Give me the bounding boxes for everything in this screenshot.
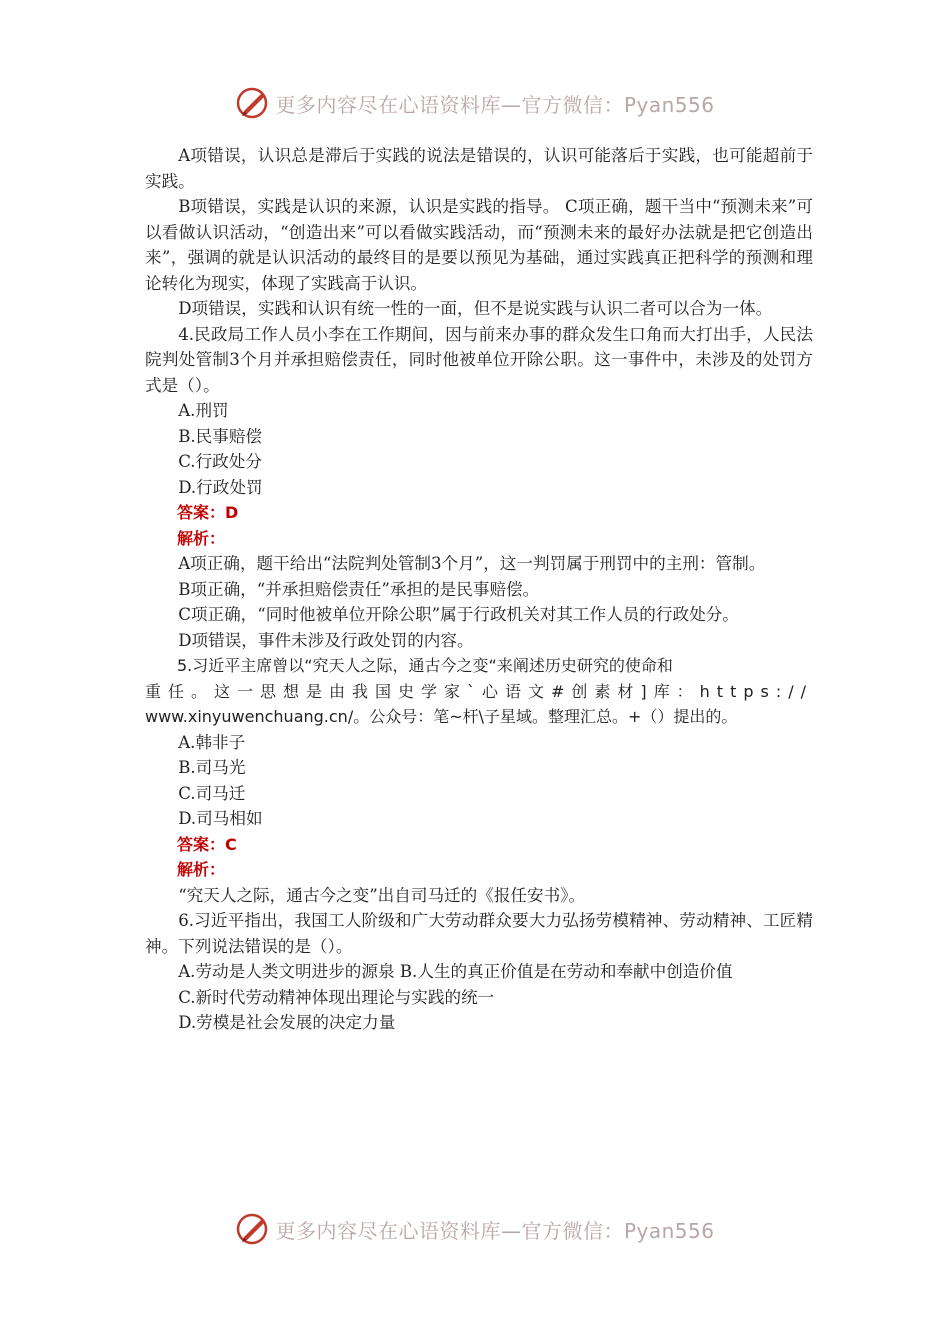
q5-option: D.司马相如 — [178, 809, 263, 828]
q5-analysis-item: “究天人之际，通古今之变”出自司马迁的《报任安书》。 — [178, 885, 586, 905]
banner-text: 更多内容尽在心语资料库—官方微信：Pyan556 — [275, 92, 715, 117]
header-banner — [0, 83, 950, 123]
q4-analysis-label: 解析： — [177, 528, 226, 548]
document-body — [145, 143, 813, 1036]
q6-stem: 6.习近平指出，我国工人阶级和广大劳动群众要大力弘扬劳模精神、劳动精神、工匠精神。下列说法错误的是（）。 — [145, 911, 813, 956]
q5-stem-line2: 重任。这一思想是由我国史学家`心语文#创素材]库：https:// — [145, 681, 814, 701]
q5-analysis-label: 解析： — [177, 860, 226, 879]
q3-analysis-b: B项错误，实践是认识的来源，认识是实践的指导。 C项正确，题干当中“预测未来”可以看做认识活动，“创造出来”可以看做实践活动，而“预测未来的最好办法就是把它创造出来”，强调的就是认识活动的最终目的是要以预见为基础，通过实践真正把科学的预测和理论转化为现实，体现了实践高于认识。 — [145, 197, 813, 293]
q5-option: B.司马光 — [178, 758, 246, 777]
q4-answer: 答案：D — [177, 503, 239, 522]
footer-banner — [0, 1209, 950, 1249]
q4-analysis-item: A项正确，题干给出“法院判处管制3个月”，这一判罚属于刑罚中的主刑：管制。 — [178, 554, 766, 573]
q4-analysis-item: B项正确，“并承担赔偿责任”承担的是民事赔偿。 — [178, 579, 540, 599]
q4-option: B.民事赔偿 — [178, 426, 263, 446]
pen-logo-icon — [235, 85, 271, 121]
q5-option: A.韩非子 — [178, 732, 246, 752]
q3-analysis-d: D项错误，实践和认识有统一性的一面，但不是说实践与认识二者可以合为一体。 — [178, 299, 773, 318]
q4-option: A.刑罚 — [178, 401, 229, 420]
q4-stem: 4.民政局工作人员小李在工作期间，因与前来办事的群众发生口角而大打出手，人民法院判处管制3个月并承担赔偿责任，同时他被单位开除公职。这一事件中，未涉及的处罚方式是（）。 — [145, 324, 813, 395]
q5-stem-line3: www.xinyuwenchuang.cn/。公众号：笔~杆\子星域。整理汇总。+（）提出的。 — [145, 707, 738, 726]
banner-text: 更多内容尽在心语资料库—官方微信：Pyan556 — [275, 1218, 715, 1243]
pen-logo-icon — [235, 1211, 271, 1247]
q6-option: D.劳模是社会发展的决定力量 — [178, 1013, 396, 1032]
q4-option: C.行政处分 — [178, 452, 262, 471]
q5-answer: 答案：C — [177, 834, 237, 854]
q5-option: C.司马迁 — [178, 783, 246, 803]
q6-option: C.新时代劳动精神体现出理论与实践的统一 — [178, 987, 495, 1007]
q3-analysis-a: A项错误，认识总是滞后于实践的说法是错误的，认识可能落后于实践，也可能超前于实践。 — [145, 146, 813, 191]
q4-analysis-item: D项错误，事件未涉及行政处罚的内容。 — [178, 630, 474, 650]
q4-option: D.行政处罚 — [178, 477, 263, 497]
q5-stem-line1: 5.习近平主席曾以“究天人之际，通古今之变“来阐述历史研究的使命和 — [177, 656, 673, 675]
q6-option: A.劳动是人类文明进步的源泉 B.人生的真正价值是在劳动和奉献中创造价值 — [178, 962, 733, 981]
q4-analysis-item: C项正确，“同时他被单位开除公职”属于行政机关对其工作人员的行政处分。 — [178, 605, 739, 624]
